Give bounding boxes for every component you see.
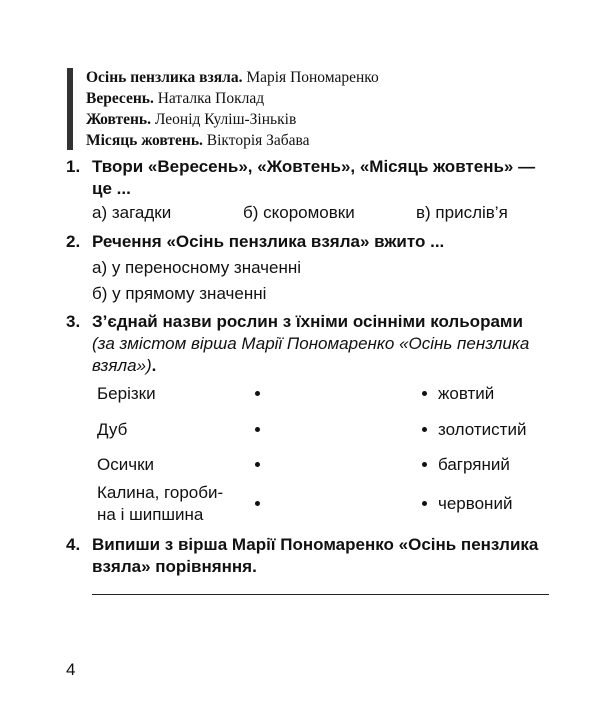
source-title: Вересень.: [86, 90, 154, 107]
question-4-line-1: Випиши з вірша Марії Пономаренко «Осінь пензлика: [92, 535, 539, 554]
source-author: Наталка Поклад: [157, 90, 265, 107]
question-4-text: [92, 534, 554, 578]
question-1-option-b[interactable]: б) скоромовки: [243, 203, 355, 222]
match-right-dot[interactable]: [422, 427, 427, 432]
source-author: Леонід Куліш-Зіньків: [154, 111, 297, 128]
question-3-instruction: З’єднай назви рослин з їхніми осінніми кольорами: [92, 312, 523, 331]
question-2-number: 2.: [66, 232, 81, 251]
source-author: Марія Пономаренко: [246, 69, 379, 86]
answer-line[interactable]: [92, 594, 549, 595]
question-3-note-line-1: (за змістом вірша Марії Пономаренко «Осінь пензлика: [92, 334, 530, 353]
match-left-dot[interactable]: [255, 427, 260, 432]
match-right-item: золотистий: [438, 420, 527, 439]
match-left-item: Берізки: [97, 384, 156, 403]
question-2-option-a[interactable]: а) у переносному значенні: [92, 258, 302, 277]
question-1-line-1: Твори «Вересень», «Жовтень», «Місяць жовтень» —: [92, 157, 536, 176]
question-3-text: [92, 311, 554, 377]
match-right-dot[interactable]: [422, 462, 427, 467]
question-4-line-2: взяла» порівняння.: [92, 557, 257, 576]
question-2-option-b[interactable]: б) у прямому значенні: [92, 284, 267, 303]
match-right-dot[interactable]: [422, 501, 427, 506]
match-left-item-line-2: на і шипшина: [97, 505, 204, 524]
source-title: Місяць жовтень.: [86, 132, 203, 149]
source-line: [86, 110, 296, 130]
question-3-number: 3.: [66, 312, 81, 331]
match-right-item: червоний: [438, 494, 513, 513]
question-1-line-2: це ...: [92, 179, 131, 198]
match-left-item: [97, 482, 223, 526]
match-left-dot[interactable]: [255, 501, 260, 506]
source-line: [86, 68, 379, 88]
match-left-item-line-1: Калина, гороби-: [97, 483, 224, 502]
question-1-text: [92, 156, 554, 200]
source-title: Осінь пензлика взяла.: [86, 69, 243, 86]
match-right-item: жовтий: [438, 384, 495, 403]
source-author: Вікторія Забава: [206, 132, 310, 149]
question-1-number: 1.: [66, 157, 81, 176]
source-title: Жовтень.: [86, 111, 152, 128]
question-1-option-a[interactable]: а) загадки: [92, 203, 172, 222]
question-1-option-c[interactable]: в) прислів’я: [416, 203, 508, 222]
match-right-item: багряний: [438, 455, 510, 474]
page-number: 4: [66, 660, 76, 679]
question-3-note-line-2: взяла»): [92, 356, 152, 375]
match-right-dot[interactable]: [422, 391, 427, 396]
sources-sidebar-bar: [67, 68, 73, 150]
question-2-text: Речення «Осінь пензлика взяла» вжито ...: [92, 232, 445, 251]
question-4-number: 4.: [66, 535, 81, 554]
question-3-note-end: .: [151, 356, 157, 375]
source-line: [86, 89, 264, 109]
match-left-dot[interactable]: [255, 462, 260, 467]
match-left-item: Дуб: [97, 420, 128, 439]
match-left-dot[interactable]: [255, 391, 260, 396]
source-line: [86, 131, 310, 151]
match-left-item: Осички: [97, 455, 155, 474]
